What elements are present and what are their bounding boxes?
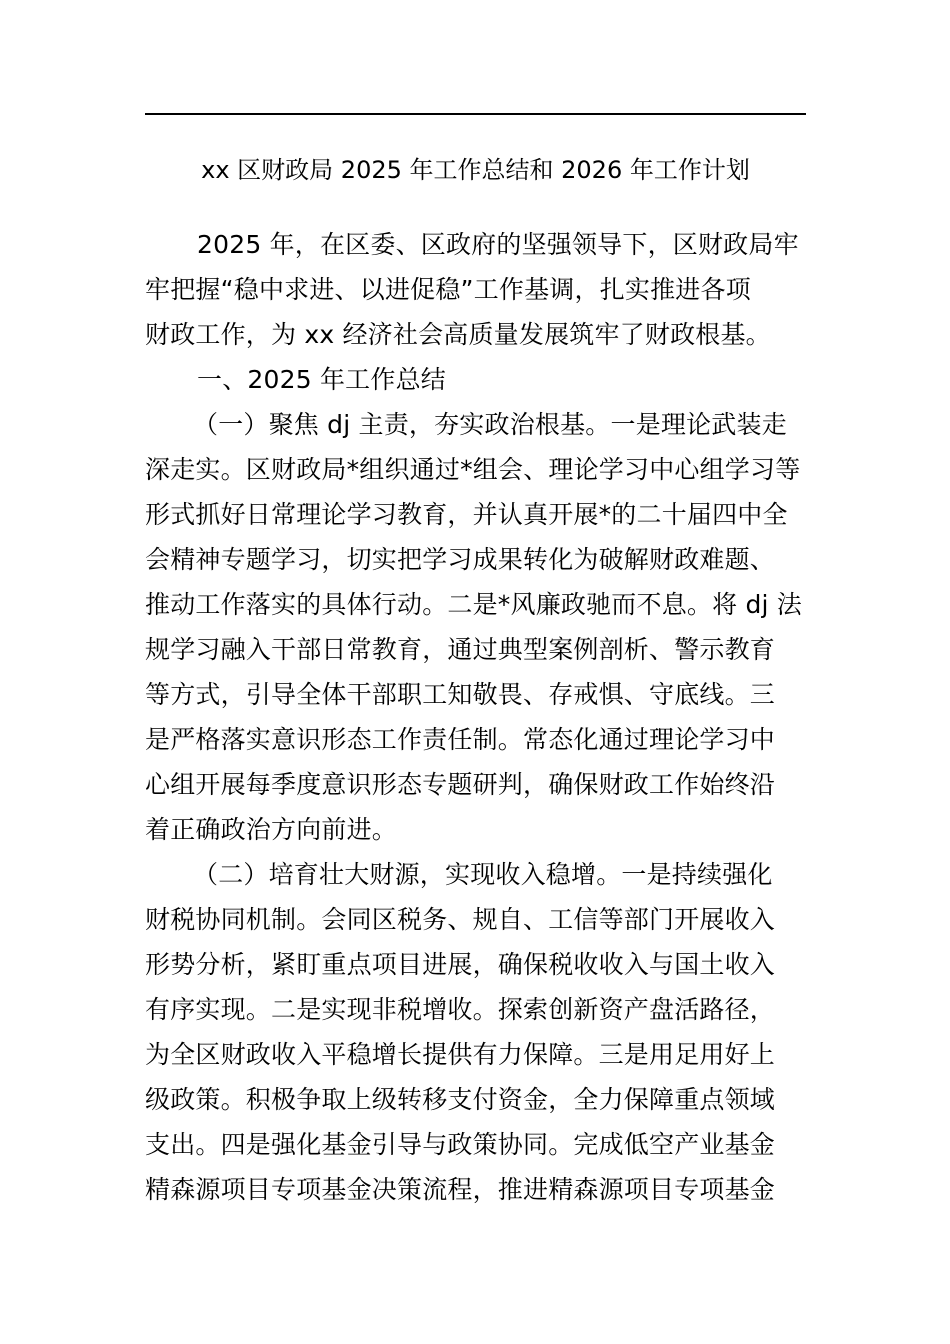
intro-line: 牢把握“稳中求进、以进促稳”工作基调，扎实推进各项 — [145, 275, 751, 304]
part2-line: 财税协同机制。会同区税务、规自、工信等部门开展收入 — [145, 905, 776, 934]
part1-line: 形式抓好日常理论学习教育，并认真开展*的二十届四中全 — [145, 500, 788, 529]
part1-line: （一）聚焦 dj 主责，夯实政治根基。一是理论武装走 — [193, 410, 787, 439]
part2-line: 级政策。积极争取上级转移支付资金，全力保障重点领域 — [145, 1085, 776, 1114]
part2-line: 形势分析，紧盯重点项目进展，确保税收收入与国土收入 — [145, 950, 776, 979]
part1-line: 等方式，引导全体干部职工知敬畏、存戒惧、守底线。三 — [145, 680, 776, 709]
intro-line: 2025 年，在区委、区政府的坚强领导下，区财政局牢 — [197, 230, 799, 259]
intro-line: 财政工作，为 xx 经济社会高质量发展筑牢了财政根基。 — [145, 320, 771, 349]
part2-line: 有序实现。二是实现非税增收。探索创新资产盘活路径， — [145, 995, 776, 1024]
document-body — [145, 222, 806, 1212]
section-heading: 一、2025 年工作总结 — [197, 365, 446, 394]
part2-line: （二）培育壮大财源，实现收入稳增。一是持续强化 — [193, 860, 773, 889]
part1-line: 是严格落实意识形态工作责任制。常态化通过理论学习中 — [145, 725, 776, 754]
document-title: xx 区财政局 2025 年工作总结和 2026 年工作计划 — [201, 156, 750, 184]
part2-line: 为全区财政收入平稳增长提供有力保障。三是用足用好上 — [145, 1040, 776, 1069]
part1-line: 推动工作落实的具体行动。二是*风廉政驰而不息。将 dj 法 — [145, 590, 803, 619]
header-rule — [145, 113, 806, 115]
part1-line: 深走实。区财政局*组织通过*组会、理论学习中心组学习等 — [145, 455, 801, 484]
part1-line: 着正确政治方向前进。 — [145, 815, 398, 844]
part1-line: 会精神专题学习，切实把学习成果转化为破解财政难题、 — [145, 545, 776, 574]
part2-line: 支出。四是强化基金引导与政策协同。完成低空产业基金 — [145, 1130, 776, 1159]
part1-line: 心组开展每季度意识形态专题研判，确保财政工作始终沿 — [145, 770, 776, 799]
part1-line: 规学习融入干部日常教育，通过典型案例剖析、警示教育 — [145, 635, 776, 664]
part2-line: 精森源项目专项基金决策流程，推进精森源项目专项基金 — [145, 1175, 776, 1204]
